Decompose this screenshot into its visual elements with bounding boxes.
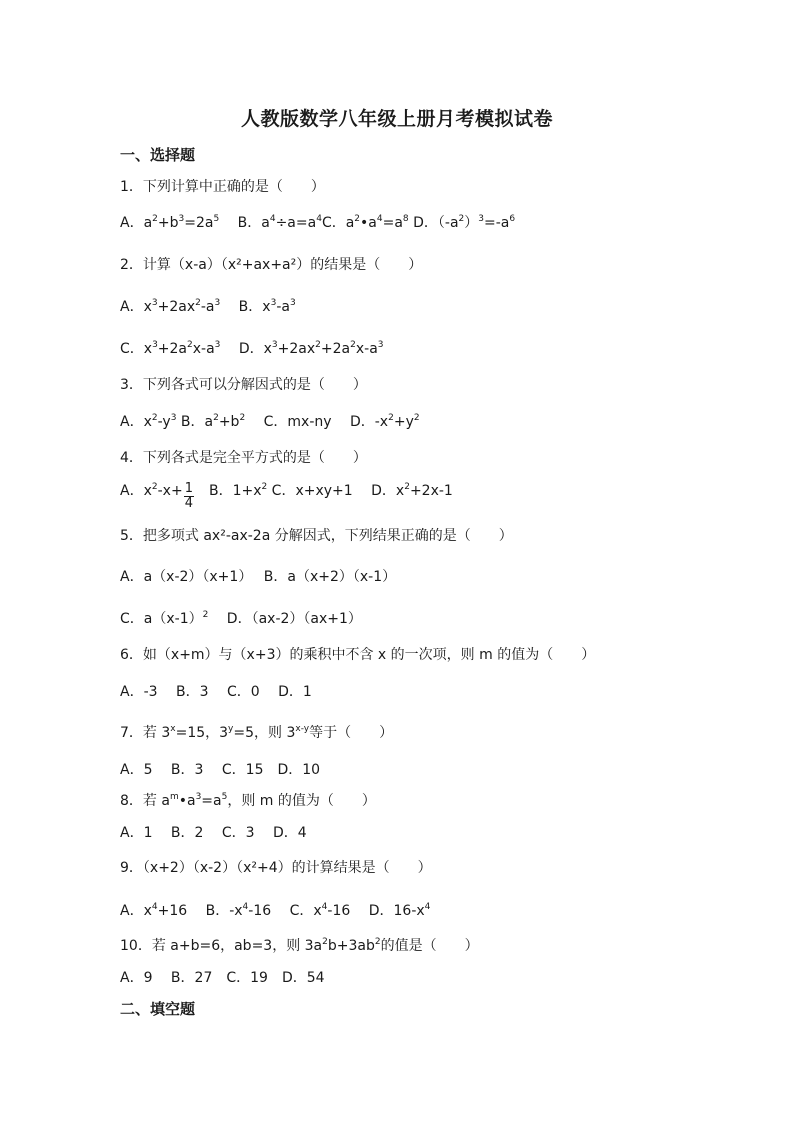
- question-5-options-ab: A．a（x-2）（x+1） B．a（x+2）（x-1）: [120, 569, 397, 585]
- q3-text: B．a: [176, 414, 214, 430]
- q1-sup: 8: [402, 214, 409, 224]
- q2-sup: 3: [151, 298, 158, 308]
- q1-sup: 3: [478, 214, 484, 224]
- q10-text: b+3ab: [327, 938, 375, 954]
- question-6-options: A．-3 B．3 C．0 D．1: [120, 684, 312, 700]
- question-8-options: A．1 B．2 C．3 D．4: [120, 825, 307, 841]
- q1-sup: 4: [316, 214, 322, 224]
- exam-title: 人教版数学八年级上册月考模拟试卷: [240, 108, 553, 130]
- q1-text: ÷a=a: [275, 215, 317, 231]
- question-2-stem: 2．计算（x-a）（x²+ax+a²）的结果是（ ）: [120, 257, 423, 273]
- q2-text: x-a: [192, 341, 215, 357]
- q7-sup: x-y: [295, 724, 310, 734]
- q8-text: =a: [201, 793, 222, 809]
- q7-sup: x: [170, 724, 176, 734]
- question-2-options-cd: [120, 338, 384, 358]
- q7-text: =15，3: [175, 725, 229, 741]
- q3-sup: 2: [388, 413, 394, 423]
- q9-text: +16 B．-x: [157, 903, 243, 919]
- question-9-options: [120, 900, 430, 920]
- q5-text: C．a（x-1）: [120, 611, 203, 627]
- q1-sup: 2: [354, 214, 361, 224]
- question-4-stem: 4．下列各式是完全平方式的是（ ）: [120, 450, 367, 466]
- question-6-stem: 6．如（x+m）与（x+3）的乘积中不含 x 的一次项，则 m 的值为（ ）: [120, 647, 596, 663]
- q1-sup: 4: [376, 214, 383, 224]
- question-10-options: A．9 B．27 C．19 D．54: [120, 970, 325, 986]
- q2-text: +2a: [157, 341, 188, 357]
- q9-sup: 4: [321, 902, 328, 912]
- q3-sup: 2: [239, 413, 246, 423]
- q1-text: D．（-a: [408, 215, 459, 231]
- question-3-stem: 3．下列各式可以分解因式的是（ ）: [120, 377, 367, 393]
- q4-text: +2x-1: [409, 483, 453, 499]
- q2-text: -a: [200, 299, 215, 315]
- q9-text: A．x: [120, 903, 152, 919]
- q3-sup: 2: [413, 413, 420, 423]
- question-8-stem: [120, 790, 376, 810]
- q9-sup: 4: [424, 902, 431, 912]
- q1-text: =2a: [184, 215, 214, 231]
- q9-text: -16 C．x: [248, 903, 322, 919]
- q2-sup: 3: [270, 298, 277, 308]
- q4-sup: 2: [261, 482, 268, 492]
- q1-text: A．a: [120, 215, 153, 231]
- q2-text: C．x: [120, 341, 153, 357]
- q1-sup: 6: [509, 214, 516, 224]
- q3-text: C．mx-ny D．-x: [245, 414, 389, 430]
- q2-sup: 2: [315, 340, 321, 350]
- q2-sup: 3: [289, 298, 296, 308]
- q2-sup: 3: [214, 340, 221, 350]
- q3-sup: 2: [213, 413, 219, 423]
- q1-text: •a: [360, 215, 377, 231]
- q10-text: 的值是（ ）: [380, 938, 479, 954]
- q8-sup: m: [169, 792, 179, 802]
- q1-text: =-a: [484, 215, 510, 231]
- fraction-one-quarter: [184, 482, 194, 511]
- q10-text: 10．若 a+b=6，ab=3，则 3a: [120, 938, 323, 954]
- question-9-stem: 9．（x+2）（x-2）（x²+4）的计算结果是（ ）: [120, 860, 432, 876]
- q1-sup: 5: [213, 214, 220, 224]
- q2-text: +2ax: [157, 299, 196, 315]
- q4-sup: 2: [151, 482, 158, 492]
- q1-sup: 2: [152, 214, 158, 224]
- question-1-stem: 1．下列计算中正确的是（ ）: [120, 179, 325, 195]
- q3-sup: 2: [151, 413, 158, 423]
- q1-sup: 3: [178, 214, 185, 224]
- q3-text: A．x: [120, 414, 152, 430]
- q2-sup: 2: [350, 340, 356, 350]
- q8-text: 8．若 a: [120, 793, 170, 809]
- q2-text: x-a: [355, 341, 378, 357]
- q2-sup: 3: [377, 340, 384, 350]
- q2-text: B．x: [220, 299, 271, 315]
- fraction-denominator: 4: [184, 496, 193, 511]
- q8-sup: 3: [195, 792, 202, 802]
- q5-sup: 2: [202, 610, 209, 620]
- q9-text: -16 D．16-x: [327, 903, 425, 919]
- fraction-numerator: 1: [184, 481, 193, 496]
- q2-text: -a: [276, 299, 290, 315]
- q1-text: +b: [157, 215, 179, 231]
- question-5-stem: 5．把多项式 ax²-ax-2a 分解因式，下列结果正确的是（ ）: [120, 528, 513, 544]
- q1-text: =a: [382, 215, 403, 231]
- q1-text: B．a: [219, 215, 270, 231]
- q7-sup: y: [228, 724, 234, 734]
- q1-sup: 2: [458, 214, 465, 224]
- q9-sup: 4: [151, 902, 158, 912]
- q4-text: B．1+x: [194, 483, 262, 499]
- question-1-options: [120, 212, 515, 232]
- q2-text: +2a: [320, 341, 351, 357]
- q2-sup: 3: [214, 298, 221, 308]
- q2-text: D．x: [220, 341, 272, 357]
- q4-text: -x+: [157, 483, 183, 499]
- q1-text: ）: [464, 215, 479, 231]
- question-10-stem: [120, 935, 479, 955]
- q3-text: +b: [218, 414, 240, 430]
- q2-sup: 3: [152, 340, 158, 350]
- q3-text: +y: [393, 414, 414, 430]
- question-3-options: [120, 411, 420, 431]
- q8-sup: 5: [221, 792, 228, 802]
- q4-text: C．x+xy+1 D．x: [267, 483, 405, 499]
- q1-text: C．a: [321, 215, 355, 231]
- q3-sup: 3: [170, 413, 177, 423]
- q5-text: D．（ax-2）（ax+1）: [208, 611, 362, 627]
- q3-text: -y: [157, 414, 171, 430]
- q8-text: ，则 m 的值为（ ）: [227, 793, 376, 809]
- q1-sup: 4: [269, 214, 276, 224]
- section-heading-choice: 一、选择题: [120, 146, 196, 164]
- question-7-stem: [120, 722, 393, 742]
- q7-text: 7．若 3: [120, 725, 171, 741]
- q2-text: +2ax: [277, 341, 316, 357]
- q10-sup: 2: [322, 937, 328, 947]
- question-5-options-cd: [120, 608, 362, 628]
- question-4-options: [120, 480, 453, 511]
- q9-sup: 4: [242, 902, 249, 912]
- section-heading-fill: 二、填空题: [120, 1000, 196, 1018]
- q7-text: 等于（ ）: [309, 725, 394, 741]
- q2-sup: 3: [271, 340, 278, 350]
- question-2-options-ab: [120, 296, 296, 316]
- question-7-options: A．5 B．3 C．15 D．10: [120, 762, 321, 778]
- q10-sup: 2: [374, 937, 381, 947]
- q8-text: •a: [178, 793, 196, 809]
- q2-sup: 2: [195, 298, 201, 308]
- q4-text: A．x: [120, 483, 152, 499]
- q2-sup: 2: [187, 340, 193, 350]
- q7-text: =5，则 3: [233, 725, 296, 741]
- q4-sup: 2: [404, 482, 410, 492]
- q2-text: A．x: [120, 299, 152, 315]
